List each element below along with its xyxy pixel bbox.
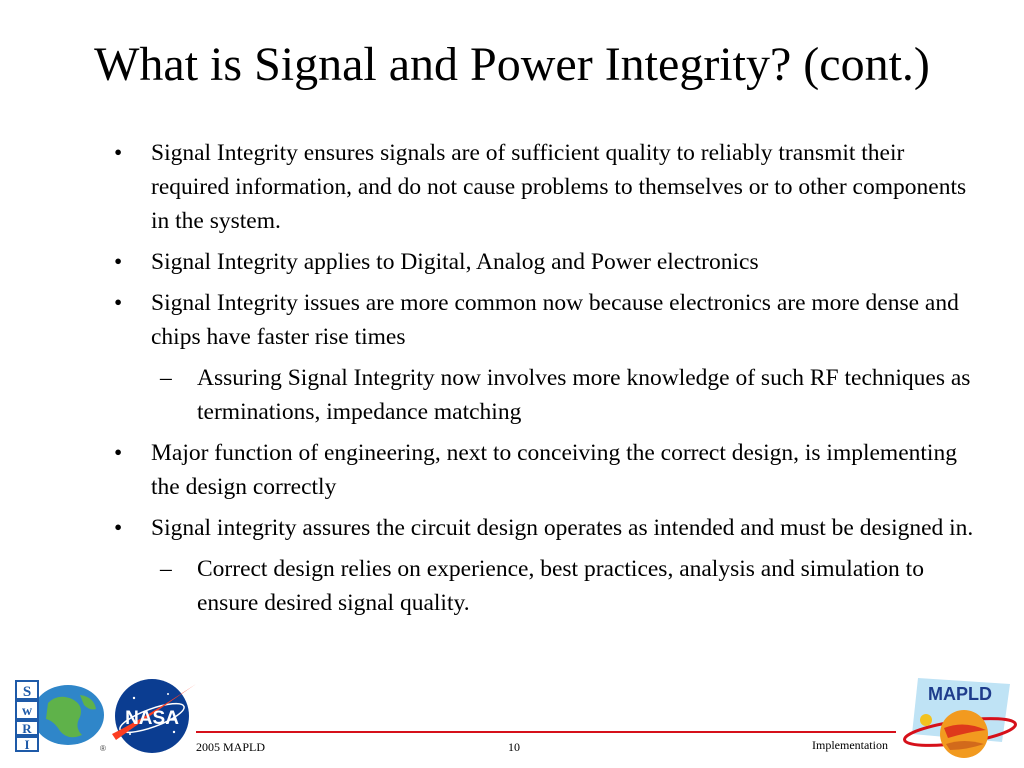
sub-bullet-marker: – [160, 365, 172, 391]
bullet-text: Signal Integrity ensures signals are of sufficient quality to reliably transmit their required information, and do not cause problems to themselves or to other components in the system. [151, 140, 967, 234]
moon-icon [920, 714, 932, 726]
bullet-item [110, 136, 980, 238]
bullet-item [110, 286, 980, 354]
footer-section: Implementation [812, 738, 888, 752]
bullet-marker: • [114, 290, 123, 316]
mapld-wordmark: MAPLD [928, 684, 992, 704]
bullet-marker: • [114, 249, 123, 275]
mapld-logo [898, 670, 1018, 766]
bullet-item [110, 436, 980, 504]
bullet-text: Signal integrity assures the circuit design operates as intended and must be designed in. [151, 515, 974, 541]
nasa-logo [108, 676, 200, 756]
sub-bullet-item [110, 552, 980, 620]
sub-bullet-item [110, 361, 980, 429]
bullet-list [110, 136, 980, 627]
swri-letter: S [22, 684, 32, 700]
swri-logo [10, 675, 110, 755]
bullet-text: Signal Integrity issues are more common now because electronics are more dense and chips have faster rise times [151, 290, 959, 350]
swri-letter: R [22, 721, 32, 736]
bullet-marker: • [114, 515, 123, 541]
swri-letter: w [21, 704, 33, 719]
registered-mark: ® [100, 744, 106, 753]
nasa-wordmark: NASA [125, 708, 179, 729]
slide-title: What is Signal and Power Integrity? (cont.) [94, 38, 930, 91]
swri-letter: I [24, 737, 30, 752]
sub-bullet-marker: – [160, 556, 172, 582]
bullet-marker: • [114, 140, 123, 166]
bullet-text: Major function of engineering, next to conceiving the correct design, is implementing the design correctly [151, 440, 957, 500]
sub-bullet-text: Correct design relies on experience, best practices, analysis and simulation to ensure desired signal quality. [197, 556, 924, 616]
footer-rule [196, 731, 896, 733]
sub-bullet-text: Assuring Signal Integrity now involves more knowledge of such RF techniques as terminations, impedance matching [197, 365, 971, 425]
footer-conference: 2005 MAPLD [196, 740, 266, 754]
bullet-text: Signal Integrity applies to Digital, Analog and Power electronics [151, 249, 759, 275]
bullet-marker: • [114, 440, 123, 466]
bullet-item [110, 511, 980, 545]
bullet-item [110, 245, 980, 279]
page-number: 10 [508, 740, 520, 754]
